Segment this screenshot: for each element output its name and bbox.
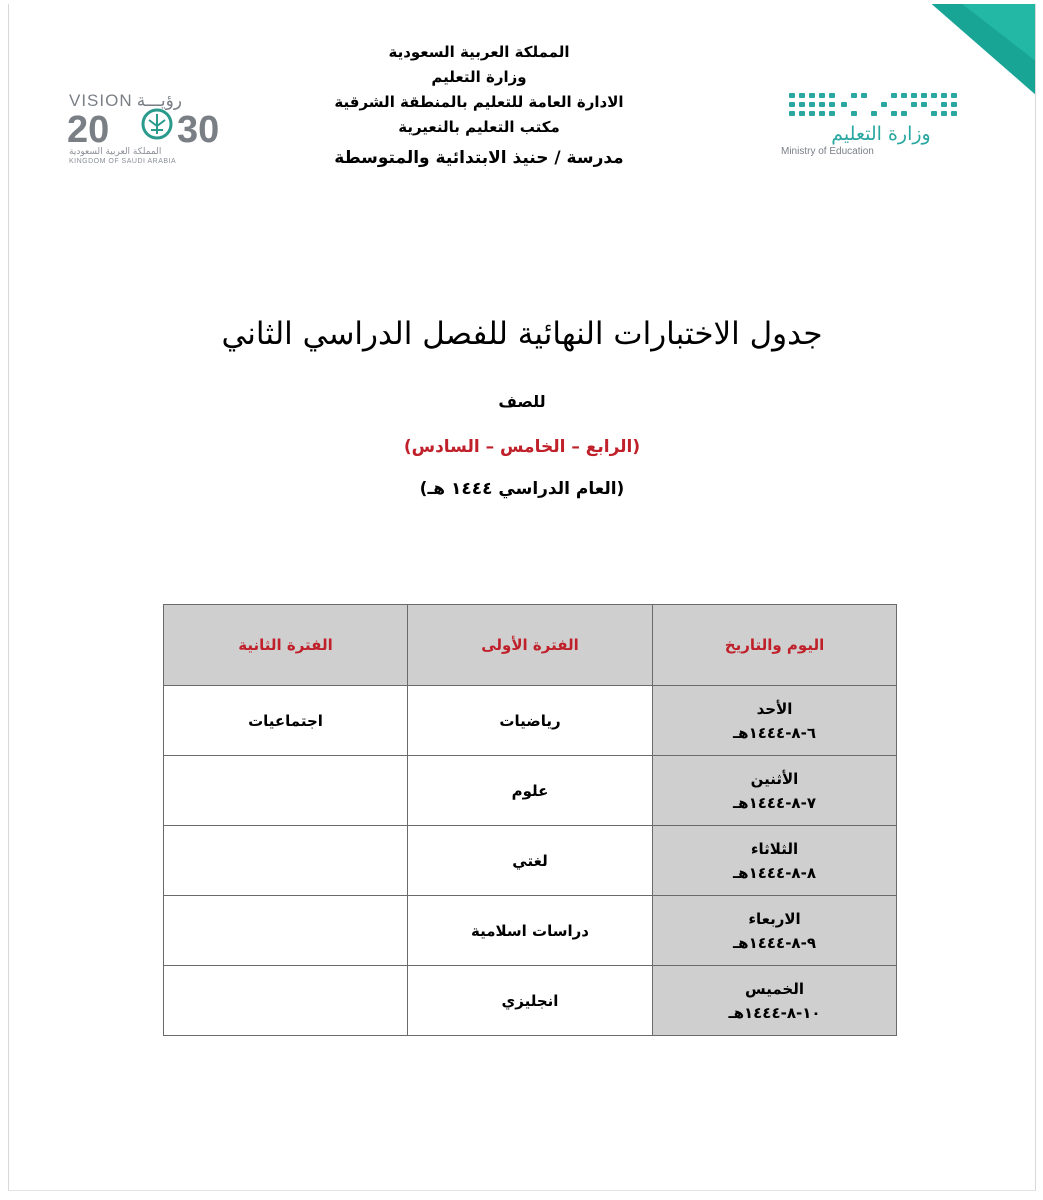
header-period-1: الفترة الأولى — [408, 605, 653, 686]
table-row — [164, 966, 897, 1036]
vision-ar-text: رؤيـــة — [136, 91, 182, 111]
page-title: جدول الاختبارات النهائية للفصل الدراسي الثاني — [221, 316, 823, 352]
vision-2030-logo — [67, 86, 277, 166]
day-name: الأثنين — [750, 769, 799, 788]
day-date: ١٠-٨-١٤٤٤هـ — [728, 1003, 821, 1022]
day-date: ٩-٨-١٤٤٤هـ — [733, 933, 816, 952]
vision-year-b: 30 — [177, 109, 220, 151]
school-name: مدرسة / حنيذ الابتدائية والمتوسطة — [334, 148, 624, 168]
day-cell — [653, 826, 897, 896]
table-row — [164, 896, 897, 966]
period-1-cell: لغتي — [408, 826, 653, 896]
exam-schedule-table — [163, 604, 897, 1036]
day-cell — [653, 896, 897, 966]
document-page — [8, 4, 1036, 1191]
period-1-cell: انجليزي — [408, 966, 653, 1036]
palm-emblem-icon — [143, 110, 171, 138]
vision-sub-en: KINGDOM OF SAUDI ARABIA — [69, 158, 177, 165]
dots-pattern-icon — [789, 93, 957, 116]
header-line-office: مكتب التعليم بالنعيرية — [398, 118, 560, 136]
header-period-2: الفترة الثانية — [164, 605, 408, 686]
day-name: الأحد — [756, 699, 793, 718]
grades-list: (الرابع – الخامس – السادس) — [403, 437, 641, 457]
day-date: ٨-٨-١٤٤٤هـ — [733, 863, 816, 882]
period-2-cell — [164, 756, 408, 826]
header-day-date: اليوم والتاريخ — [653, 605, 897, 686]
period-1-cell: دراسات اسلامية — [408, 896, 653, 966]
table-header-row — [164, 605, 897, 686]
table-row — [164, 826, 897, 896]
grade-label: للصف — [498, 392, 546, 411]
header-line-kingdom: المملكة العربية السعودية — [388, 43, 570, 61]
header-line-directorate: الادارة العامة للتعليم بالمنطقة الشرقية — [334, 93, 624, 111]
moe-ar-text: وزارة التعليم — [831, 123, 931, 145]
day-cell — [653, 756, 897, 826]
period-2-cell: اجتماعيات — [164, 686, 408, 756]
period-2-cell — [164, 896, 408, 966]
ministry-education-logo — [701, 88, 971, 160]
period-2-cell — [164, 966, 408, 1036]
day-name: الاربعاء — [748, 909, 801, 928]
day-name: الخميس — [745, 979, 804, 998]
day-date: ٦-٨-١٤٤٤هـ — [733, 723, 816, 742]
period-1-cell: رياضيات — [408, 686, 653, 756]
table-row — [164, 686, 897, 756]
moe-en-text: Ministry of Education — [781, 146, 874, 157]
day-name: الثلاثاء — [750, 839, 799, 858]
corner-band — [927, 4, 1036, 96]
vision-year-a: 20 — [67, 109, 110, 151]
vision-en-text: VISION — [69, 91, 133, 110]
period-1-cell: علوم — [408, 756, 653, 826]
academic-year: (العام الدراسي ١٤٤٤ هـ) — [419, 479, 625, 499]
day-cell — [653, 966, 897, 1036]
period-2-cell — [164, 826, 408, 896]
header-line-ministry: وزارة التعليم — [431, 68, 527, 86]
header-block — [309, 40, 649, 171]
day-cell — [653, 686, 897, 756]
table-row — [164, 756, 897, 826]
day-date: ٧-٨-١٤٤٤هـ — [733, 793, 816, 812]
vision-sub-ar: المملكة العربية السعودية — [69, 147, 162, 157]
